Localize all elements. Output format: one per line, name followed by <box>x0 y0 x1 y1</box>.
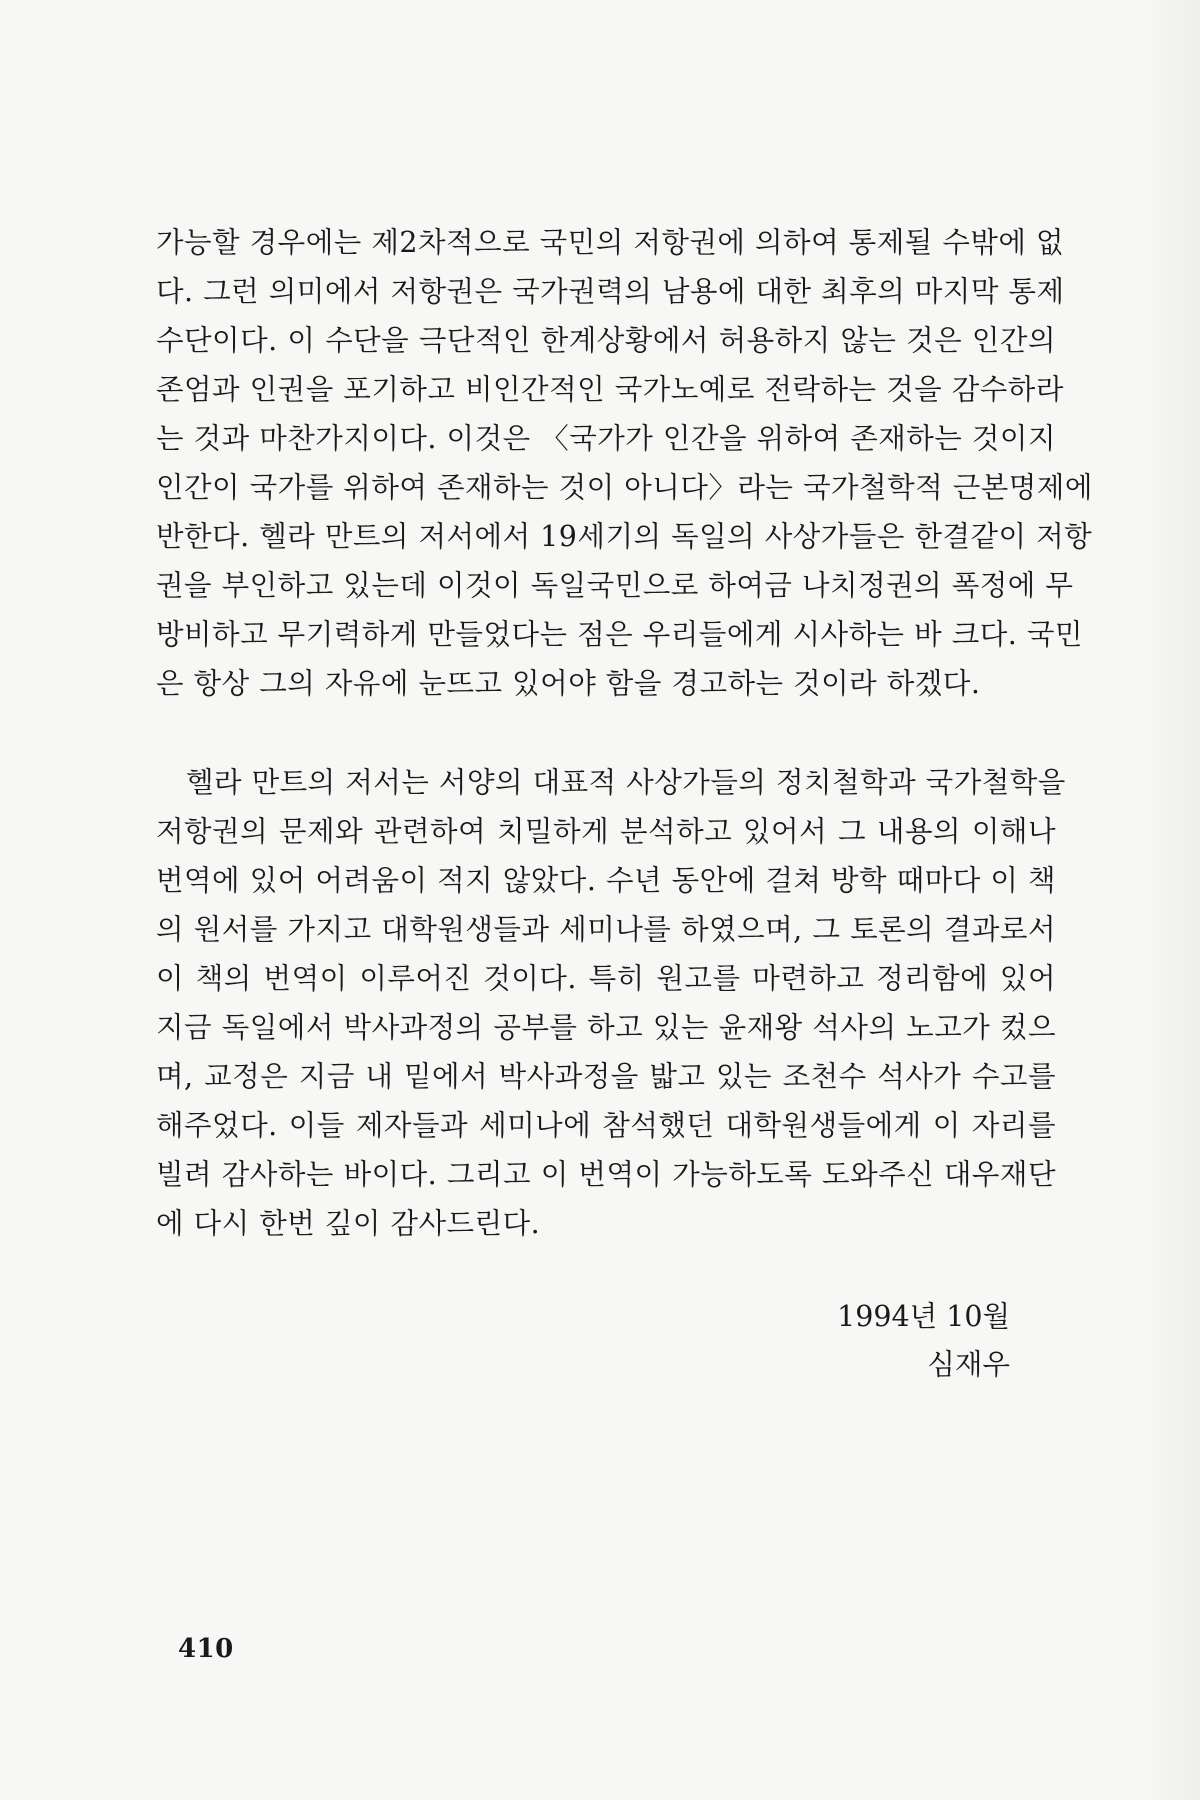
text-line: 반한다. 헬라 만트의 저서에서 19세기의 독일의 사상가들은 한결같이 저항 <box>156 520 1093 553</box>
text-line: 가능할 경우에는 제2차적으로 국민의 저항권에 의하여 통제될 수밖에 없 <box>156 226 1065 259</box>
text-line: 해주었다. 이들 제자들과 세미나에 참석했던 대학원생들에게 이 자리를 <box>156 1109 1056 1142</box>
text-line: 수단이다. 이 수단을 극단적인 한계상황에서 허용하지 않는 것은 인간의 <box>156 324 1056 357</box>
text-line: 인간이 국가를 위하여 존재하는 것이 아니다〉라는 국가철학적 근본명제에 <box>156 471 1093 504</box>
page-edge-shading <box>1140 0 1200 1800</box>
text-line: 며, 교정은 지금 내 밑에서 박사과정을 밟고 있는 조천수 석사가 수고를 <box>156 1060 1056 1093</box>
signature-date: 1994년 10월 <box>837 1300 1010 1333</box>
text-line: 저항권의 문제와 관련하여 치밀하게 분석하고 있어서 그 내용의 이해나 <box>156 815 1056 848</box>
signature-author: 심재우 <box>927 1348 1010 1381</box>
text-line: 헬라 만트의 저서는 서양의 대표적 사상가들의 정치철학과 국가철학을 <box>186 766 1066 799</box>
text-line: 번역에 있어 어려움이 적지 않았다. 수년 동안에 걸쳐 방학 때마다 이 책 <box>156 864 1056 897</box>
text-line: 의 원서를 가지고 대학원생들과 세미나를 하였으며, 그 토론의 결과로서 <box>156 913 1056 946</box>
paragraph-1 <box>156 218 1093 708</box>
text-line: 방비하고 무기력하게 만들었다는 점은 우리들에게 시사하는 바 크다. 국민 <box>156 618 1083 651</box>
text-line: 지금 독일에서 박사과정의 공부를 하고 있는 윤재왕 석사의 노고가 컸으 <box>156 1011 1056 1044</box>
text-line: 이 책의 번역이 이루어진 것이다. 특히 원고를 마련하고 정리함에 있어 <box>156 962 1056 995</box>
paragraph-2 <box>156 758 1066 1248</box>
text-line: 빌려 감사하는 바이다. 그리고 이 번역이 가능하도록 도와주신 대우재단 <box>156 1158 1056 1191</box>
text-line: 은 항상 그의 자유에 눈뜨고 있어야 함을 경고하는 것이라 하겠다. <box>156 667 981 700</box>
text-line: 다. 그런 의미에서 저항권은 국가권력의 남용에 대한 최후의 마지막 통제 <box>156 275 1065 308</box>
text-line: 권을 부인하고 있는데 이것이 독일국민으로 하여금 나치정권의 폭정에 무 <box>156 569 1074 602</box>
page-number: 410 <box>178 1634 234 1664</box>
text-line: 존엄과 인권을 포기하고 비인간적인 국가노예로 전락하는 것을 감수하라 <box>156 373 1064 406</box>
text-line: 에 다시 한번 깊이 감사드린다. <box>156 1207 541 1240</box>
text-line: 는 것과 마찬가지이다. 이것은 〈국가가 인간을 위하여 존재하는 것이지 <box>156 422 1056 455</box>
